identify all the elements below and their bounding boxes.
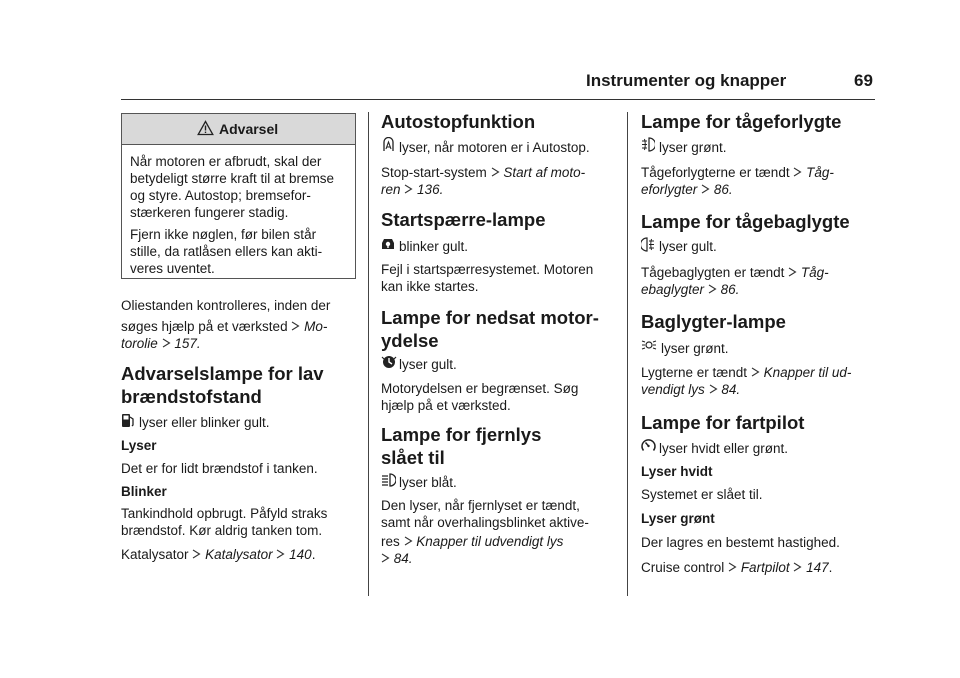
autostop-heading: Autostopfunktion [381, 111, 536, 132]
page-ref[interactable]: 86 [720, 282, 736, 297]
xref-link[interactable]: vendigt lys [641, 382, 705, 397]
lyser-hvidt-text: Systemet er slået til. [641, 487, 763, 502]
immobiliser-heading: Startspærre-lampe [381, 209, 546, 230]
warning-text: stærkeren fungerer stadig. [130, 205, 289, 220]
autostop-icon [381, 137, 396, 153]
warning-title: Advarsel [219, 121, 279, 137]
column-divider [627, 112, 628, 596]
warning-text: veres uventet. [130, 261, 215, 276]
lyser-groent-text: Der lagres en bestemt hastighed. [641, 535, 840, 550]
high-beam-text: Den lyser, når fjernlyset er tændt, [381, 498, 580, 513]
warning-text: Fjern ikke nøglen, før bilen står [130, 227, 317, 242]
lyser-hvidt-label: Lyser hvidt [641, 464, 713, 479]
rear-fog-icon [641, 237, 655, 252]
side-light-text: Lygterne er tændt Knapper til ud- [641, 365, 852, 380]
page-ref[interactable]: 84 [721, 382, 737, 397]
page-ref-icon [788, 268, 797, 277]
high-beam-heading: slået til [381, 447, 445, 468]
immobiliser-text: Fejl i startspærresystemet. Motoren [381, 262, 594, 277]
xref-link[interactable]: torolie [121, 336, 158, 351]
page-ref-icon [709, 385, 718, 394]
xref-link[interactable]: Mo- [304, 319, 328, 334]
autostop-text: ren 136. [381, 182, 444, 197]
reduced-power-heading: ydelse [381, 330, 439, 351]
page-ref-icon [491, 168, 500, 177]
blinker-label: Blinker [121, 484, 167, 499]
page-ref-icon [276, 550, 285, 559]
car-key-icon [381, 236, 395, 250]
xref-link[interactable]: eforlygter [641, 182, 698, 197]
side-light-icon [641, 338, 657, 352]
lyser-label: Lyser [121, 438, 157, 453]
lyser-groent-label: Lyser grønt [641, 511, 715, 526]
page-ref-icon [291, 322, 300, 331]
page-ref-icon [728, 563, 737, 572]
page-ref[interactable]: 147 [806, 560, 829, 575]
warning-box [121, 113, 356, 279]
page-ref-icon [751, 368, 760, 377]
blinker-text: brændstof. Kør aldrig tanken tom. [121, 523, 323, 538]
front-fog-text: Tågeforlygterne er tændt Tåg- [641, 165, 834, 180]
oil-text: søges hjælp på et værksted Mo- [121, 319, 328, 334]
section-title: Instrumenter og knapper [586, 71, 787, 90]
xref-link[interactable]: Katalysator [205, 547, 273, 562]
page-ref-icon [404, 185, 413, 194]
rear-fog-text: Tågebaglygten er tændt Tåg- [641, 265, 829, 280]
page-ref-icon [162, 339, 171, 348]
xref-link[interactable]: Tåg- [806, 165, 834, 180]
page-ref[interactable]: 86 [713, 182, 729, 197]
warning-text: og styre. Autostop; bremsefor- [130, 188, 311, 203]
rear-fog-status: lyser gult. [659, 239, 717, 254]
page-number: 69 [854, 71, 873, 90]
page-ref-icon [793, 168, 802, 177]
lyser-text: Det er for lidt brændstof i tanken. [121, 461, 318, 476]
high-beam-text: res Knapper til udvendigt lys [381, 534, 564, 549]
high-beam-heading: Lampe for fjernlys [381, 424, 542, 445]
fuel-status: lyser eller blinker gult. [139, 415, 270, 430]
rear-fog-heading: Lampe for tågebaglygte [641, 211, 850, 232]
side-light-heading: Baglygter-lampe [641, 311, 786, 332]
rear-fog-text: ebaglygter 86. [641, 282, 740, 297]
cruise-control-icon [641, 438, 656, 453]
cruise-heading: Lampe for fartpilot [641, 412, 805, 433]
xref-link[interactable]: ren [381, 182, 401, 197]
page-ref[interactable]: 84 [393, 551, 409, 566]
xref-link[interactable]: Fartpilot [740, 560, 790, 575]
xref-link[interactable]: ebaglygter [641, 282, 705, 297]
xref-link[interactable]: Start af moto- [503, 165, 586, 180]
high-beam-text: samt når overhalingsblinket aktive- [381, 515, 589, 530]
warning-header [122, 114, 355, 145]
fuel-heading: brændstofstand [121, 386, 262, 407]
warning-text: stille, da ratlåsen ellers kan akti- [130, 244, 323, 259]
xref-link[interactable]: Knapper til udvendigt lys [416, 534, 564, 549]
front-fog-text: eforlygter 86. [641, 182, 733, 197]
immobiliser-text: kan ikke startes. [381, 279, 479, 294]
reduced-power-text: hjælp på et værksted. [381, 398, 511, 413]
fuel-pump-icon [121, 413, 135, 428]
warning-text: Når motoren er afbrudt, skal der [130, 154, 322, 169]
page-ref-icon [701, 185, 710, 194]
page-ref-icon [192, 550, 201, 559]
fuel-heading: Advarselslampe for lav [121, 363, 324, 384]
front-fog-heading: Lampe for tågeforlygte [641, 111, 842, 132]
page-ref[interactable]: 157 [174, 336, 197, 351]
front-fog-icon [641, 137, 655, 152]
page-ref-icon [381, 554, 390, 563]
side-light-status: lyser grønt. [661, 341, 729, 356]
blinker-text: Tankindhold opbrugt. Påfyld straks [121, 506, 328, 521]
warning-text: betydeligt større kraft til at bremse [130, 171, 335, 186]
warning-icon [197, 120, 214, 136]
xref-link[interactable]: Knapper til ud- [763, 365, 852, 380]
header-rule [121, 99, 875, 100]
high-beam-status: lyser blåt. [399, 475, 457, 490]
immobiliser-status: blinker gult. [399, 239, 469, 254]
autostop-status: lyser, når motoren er i Autostop. [399, 140, 590, 155]
reduced-power-text: Motorydelsen er begrænset. Søg [381, 381, 579, 396]
cruise-status: lyser hvidt eller grønt. [659, 441, 789, 456]
high-beam-text: 84. [381, 550, 413, 567]
reduced-power-status: lyser gult. [399, 357, 457, 372]
xref-link[interactable]: Tåg- [800, 265, 829, 280]
page-ref-icon [793, 563, 802, 572]
page-ref-icon [708, 285, 717, 294]
front-fog-status: lyser grønt. [659, 140, 727, 155]
reduced-power-heading: Lampe for nedsat motor- [381, 307, 599, 328]
engine-power-icon [381, 355, 397, 369]
high-beam-icon [381, 473, 396, 487]
column-divider [368, 112, 369, 596]
page-ref[interactable]: 136 [417, 182, 440, 197]
catalyst-text: Katalysator Katalysator 140. [121, 547, 316, 562]
oil-text: torolie 157. [121, 336, 201, 351]
side-light-text: vendigt lys 84. [641, 382, 741, 397]
page-ref[interactable]: 140 [289, 547, 312, 562]
page-ref-icon [404, 537, 413, 546]
autostop-text: Stop-start-system Start af moto- [381, 165, 586, 180]
cruise-text: Cruise control Fartpilot 147. [641, 560, 833, 575]
oil-text: Oliestanden kontrolleres, inden der [121, 298, 331, 313]
